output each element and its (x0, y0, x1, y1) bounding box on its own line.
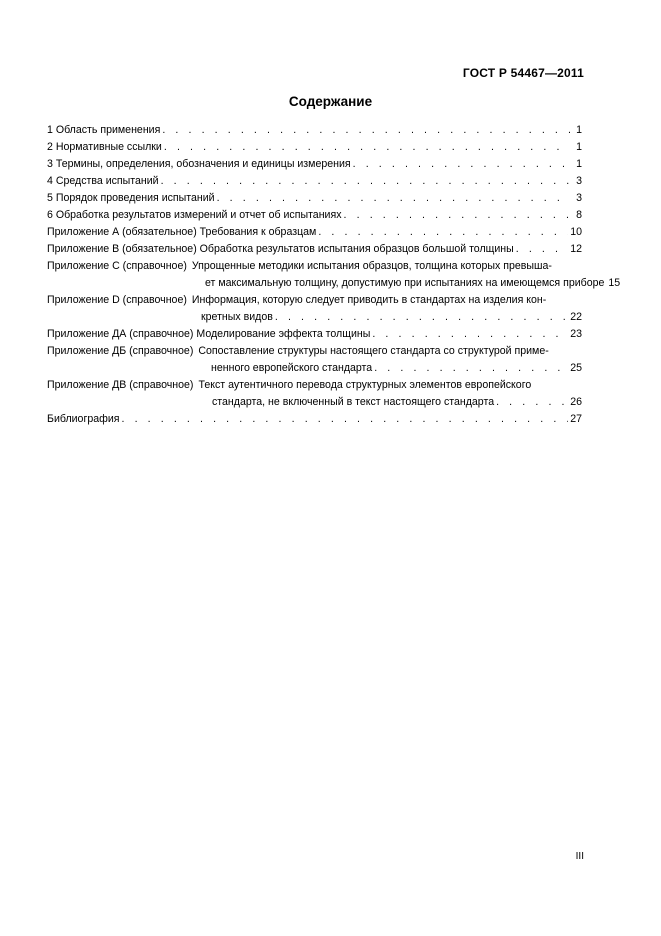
toc-entry (47, 241, 582, 258)
toc-entry (47, 122, 582, 139)
toc-entry (47, 292, 582, 326)
toc-entry (47, 326, 582, 343)
toc-entry-label: Информация, которую следует приводить в стандартах на изделия кон- (191, 294, 547, 306)
leader-dots (374, 360, 568, 377)
leader-dots (372, 326, 568, 343)
toc-entry-prefix: Приложение ДБ (справочное) (47, 345, 194, 357)
leader-dots (162, 122, 570, 139)
toc-entry-page: 15 (608, 277, 621, 289)
toc-entry-page: 22 (570, 311, 582, 323)
toc-entry-page: 10 (570, 226, 582, 238)
toc-entry-label: 3 Термины, определения, обозначения и единицы измерения (47, 158, 351, 170)
leader-dots (275, 309, 568, 326)
toc-entry-label-continued: стандарта, не включенный в текст настоящего стандарта (212, 396, 495, 408)
toc-entry-page: 1 (576, 158, 582, 170)
toc-entry (47, 207, 582, 224)
toc-entry-page: 25 (570, 362, 582, 374)
toc-entry (47, 190, 582, 207)
toc-entry-label: 1 Область применения (47, 124, 161, 136)
toc-entry-label: Библиография (47, 413, 120, 425)
leader-dots (496, 394, 568, 411)
toc-entry-label: Упрощенные методики испытания образцов, толщина которых превыша- (191, 260, 552, 272)
toc-entry (47, 173, 582, 190)
toc-entry-page: 1 (576, 141, 582, 153)
toc-entry-page: 27 (570, 413, 582, 425)
leader-dots (344, 207, 570, 224)
toc-entry-page: 12 (570, 243, 582, 255)
leader-dots (217, 190, 570, 207)
toc-entry-prefix: Приложение ДВ (справочное) (47, 379, 194, 391)
leader-dots (353, 156, 570, 173)
toc-entry-page: 23 (570, 328, 582, 340)
toc-entry-label-continued: кретных видов (201, 311, 273, 323)
toc-entry (47, 156, 582, 173)
toc-entry (47, 377, 582, 411)
page-title: Содержание (288, 94, 373, 109)
toc-entry-label: 2 Нормативные ссылки (47, 141, 162, 153)
toc-entry-label-continued: ет максимальную толщину, допустимую при испытаниях на имеющемся приборе (205, 277, 605, 289)
leader-dots (121, 411, 568, 428)
toc-entry-prefix: Приложение D (справочное) (47, 294, 187, 306)
toc-entry-label: Приложение А (обязательное) Требования к образцам (47, 226, 317, 238)
toc-entry-label-continued: ненного европейского стандарта (211, 362, 373, 374)
leader-dots (161, 173, 570, 190)
toc-entry (47, 139, 582, 156)
toc-entry-label: 4 Средства испытаний (47, 175, 159, 187)
toc-entry (47, 258, 621, 292)
toc-entry-page: 1 (576, 124, 582, 136)
toc-entry-page: 8 (576, 209, 582, 221)
document-number: ГОСТ Р 54467—2011 (462, 66, 584, 80)
toc-entry-prefix: Приложение С (справочное) (47, 260, 187, 272)
toc-entry-page: 3 (576, 175, 582, 187)
toc-entry-page: 26 (570, 396, 582, 408)
toc-entry-label: Сопоставление структуры настоящего стандарта со структурой приме- (198, 345, 549, 357)
toc-entry-label: Текст аутентичного перевода структурных элементов европейского (198, 379, 532, 391)
toc-entry-label: Приложение ДА (справочное) Моделирование эффекта толщины (47, 328, 371, 340)
toc-entry-label: Приложение В (обязательное) Обработка результатов испытания образцов большой толщины (47, 243, 514, 255)
table-of-contents (47, 122, 621, 428)
toc-entry (47, 411, 582, 428)
toc-entry (47, 343, 582, 377)
toc-entry (47, 224, 582, 241)
toc-entry-label: 5 Порядок проведения испытаний (47, 192, 215, 204)
toc-entry-page: 3 (576, 192, 582, 204)
leader-dots (318, 224, 568, 241)
leader-dots (164, 139, 570, 156)
page-number: III (575, 851, 584, 862)
toc-entry-label: 6 Обработка результатов измерений и отчет об испытаниях (47, 209, 342, 221)
leader-dots (516, 241, 568, 258)
